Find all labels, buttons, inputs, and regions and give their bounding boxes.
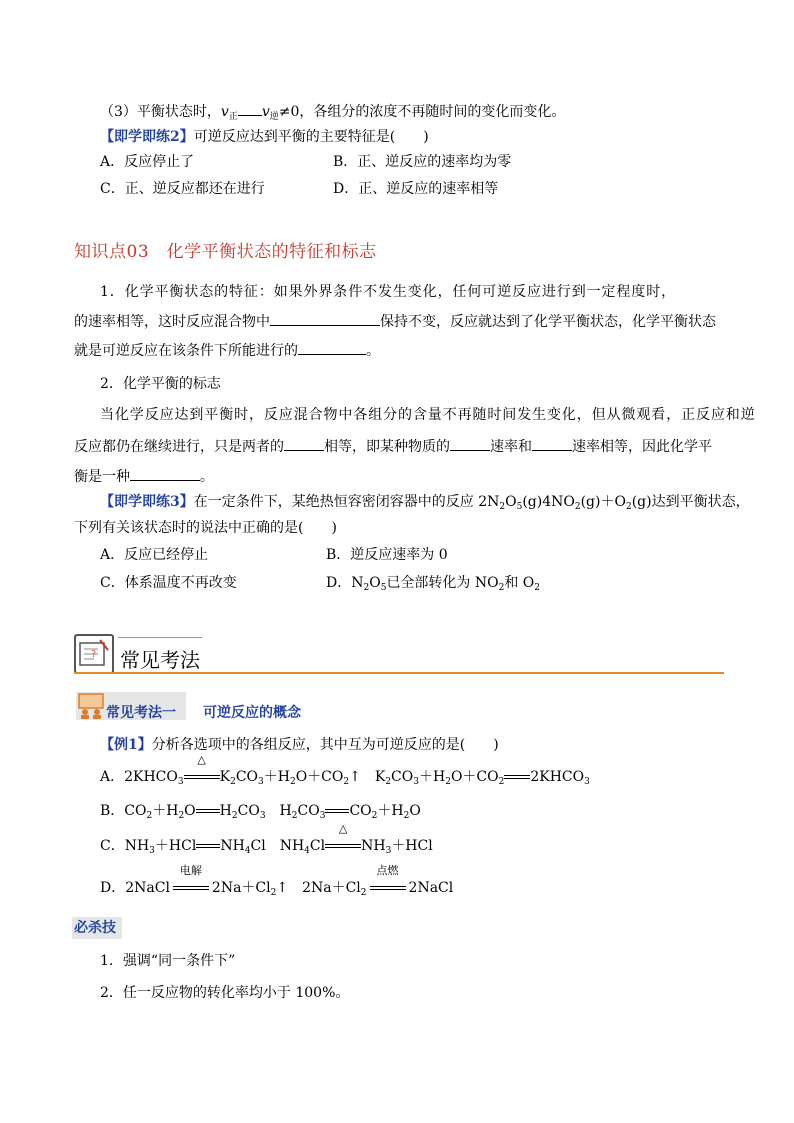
text: (g)达到平衡状态， xyxy=(631,494,750,510)
example1-option-c xyxy=(100,822,433,861)
kp03-p2-line3 xyxy=(74,466,214,487)
knowledge-point-heading: 知识点03 化学平衡状态的特征和标志 xyxy=(74,242,377,262)
practice2-option-b: B．正、逆反应的速率均为零 xyxy=(333,154,512,170)
text: 衡是一种 xyxy=(74,469,130,485)
practice2-option-c: C．正、逆反应都还在进行 xyxy=(100,181,265,197)
text: O xyxy=(184,803,196,819)
text: ＋H xyxy=(263,769,290,785)
sub: 3 xyxy=(177,777,184,787)
sub: 5 xyxy=(516,502,523,512)
reaction-arrow-electrolysis xyxy=(173,864,209,898)
text: ↑ 2Na＋Cl xyxy=(276,880,361,896)
svg-text:?: ? xyxy=(91,649,97,660)
text: 2Na＋Cl xyxy=(211,880,271,896)
text: 2NaCl xyxy=(408,880,454,896)
sub: 2 xyxy=(230,777,236,787)
sub: 5 xyxy=(380,583,387,593)
reaction-equals xyxy=(196,801,220,821)
arrow-label: △ xyxy=(197,753,206,766)
reaction-equals xyxy=(504,767,530,787)
sub: 4 xyxy=(304,846,310,856)
reaction-arrow-ignition xyxy=(370,864,406,898)
sub: 3 xyxy=(584,777,590,787)
sub: 2 xyxy=(371,811,378,821)
example1-option-d xyxy=(100,864,454,903)
sub: 2 xyxy=(498,777,505,787)
example1-question xyxy=(100,735,499,755)
sub: 3 xyxy=(149,846,155,856)
method-title: 可逆反应的概念 xyxy=(203,705,301,721)
sub: 3 xyxy=(259,811,266,821)
skill-item-1: 1．强调“同一条件下” xyxy=(100,953,236,969)
skill-item-2: 2．任一反应物的转化率均小于 100%。 xyxy=(100,985,350,1001)
practice2-option-a: A．反应停止了 xyxy=(100,154,195,170)
text: Cl NH xyxy=(250,838,305,854)
sub: 2 xyxy=(289,777,296,787)
text: K xyxy=(219,769,231,785)
v-forward: v xyxy=(220,104,229,120)
practice3-option-d xyxy=(326,573,540,598)
blank-consumption xyxy=(532,436,572,451)
practice3-question-line1 xyxy=(100,492,750,517)
arrow-label: △ xyxy=(338,822,348,835)
text: O＋CO xyxy=(450,769,499,785)
reaction-arrow-heat xyxy=(184,753,220,787)
text: 2KHCO xyxy=(530,769,585,785)
practice2-question xyxy=(100,127,429,147)
sub: 2 xyxy=(363,583,370,593)
sub: 3 xyxy=(385,846,392,856)
sub: 2 xyxy=(498,583,505,593)
kp03-p1-line2 xyxy=(74,311,716,332)
practice3-tag: 【即学即练3】 xyxy=(100,494,194,510)
arrow-bars xyxy=(325,844,361,848)
sub: 2 xyxy=(574,502,581,512)
arrow-label: 点燃 xyxy=(376,864,399,877)
sub: 2 xyxy=(343,777,350,787)
text: A．2KHCO xyxy=(100,769,178,785)
text: CO xyxy=(297,803,320,819)
arrow-bars xyxy=(504,775,530,779)
text: CO xyxy=(391,769,414,785)
example1-tag: 【例1】 xyxy=(100,737,152,753)
sub: 2 xyxy=(403,811,410,821)
sub: 2 xyxy=(445,777,451,787)
arrow-bars xyxy=(196,809,220,813)
blank-dynamic xyxy=(130,466,200,481)
blank-1 xyxy=(238,101,262,116)
practice3-option-b: B．逆反应速率为 0 xyxy=(326,547,448,563)
text: O xyxy=(369,575,381,591)
sub: 2 xyxy=(178,811,185,821)
text: 速率和 xyxy=(490,439,532,455)
section-title: 常见考法 xyxy=(120,648,200,672)
reaction-equals xyxy=(325,801,349,821)
kp03-p1-line1: 1．化学平衡状态的特征：如果外界条件不发生变化，任何可逆反应进行到一定程度时， xyxy=(100,284,677,300)
equilibrium-condition-line xyxy=(100,101,565,127)
sub: 2 xyxy=(146,811,153,821)
kp03-p2-title: 2．化学平衡的标志 xyxy=(100,376,221,392)
sub: 2 xyxy=(385,777,392,787)
notebook-icon-svg xyxy=(76,636,112,672)
sub: 3 xyxy=(319,811,326,821)
text: O＋CO xyxy=(295,769,344,785)
people-icon-svg xyxy=(78,693,104,719)
arrow-label: 电解 xyxy=(179,864,202,877)
header-rule-thin xyxy=(118,637,202,638)
text: B．CO xyxy=(100,803,147,819)
text: CO xyxy=(349,803,372,819)
text: 。 xyxy=(200,469,214,485)
text: NH xyxy=(361,838,386,854)
text: 在一定条件下，某绝热恒容密闭容器中的反应 2N xyxy=(193,494,500,510)
text: 速率相等，因此化学平 xyxy=(572,439,712,455)
sub: 3 xyxy=(413,777,419,787)
sub: 2 xyxy=(231,811,238,821)
reaction-arrow-heat xyxy=(325,822,361,856)
sub: 2 xyxy=(499,502,506,512)
sub: 2 xyxy=(534,583,541,593)
text: ＋HCl xyxy=(154,838,197,854)
text: O xyxy=(409,803,421,819)
text: 就是可逆反应在该条件下所能进行的 xyxy=(74,343,298,359)
example1-option-b xyxy=(100,801,421,826)
text: H xyxy=(265,803,292,819)
arrow-bars xyxy=(196,844,220,848)
text: Cl xyxy=(309,838,326,854)
q3-text: （3）平衡状态时， xyxy=(100,104,221,120)
text: ＋H xyxy=(377,803,404,819)
arrow-bars xyxy=(325,809,349,813)
text: NH xyxy=(220,838,245,854)
text: 已全部转化为 NO xyxy=(386,575,499,591)
notebook-icon xyxy=(74,634,114,674)
text: 相等，即某种物质的 xyxy=(324,439,450,455)
text: ＋H xyxy=(152,803,179,819)
text: (g)4NO xyxy=(522,494,575,510)
kp03-p2-line2 xyxy=(74,436,712,457)
kp03-p2-line1: 当化学反应达到平衡时，反应混合物中各组分的含量不再随时间发生变化，但从微观看，正反应和逆 xyxy=(100,407,756,423)
text: ↑ K xyxy=(349,769,386,785)
text: 的速率相等，这时反应混合物中 xyxy=(74,314,270,330)
practice3-option-c: C．体系温度不再改变 xyxy=(100,575,237,591)
method-tag-label: 常见考法一 xyxy=(106,705,176,721)
text: CO xyxy=(235,769,259,785)
practice3-question-line2: 下列有关该状态时的说法中正确的是( ) xyxy=(74,520,337,536)
practice2-tag: 【即学即练2】 xyxy=(100,129,194,145)
text: 保持不变，反应就达到了化学平衡状态，化学平衡状态 xyxy=(380,314,716,330)
reaction-equals xyxy=(196,836,220,856)
text: 反应都仍在继续进行，只是两者的 xyxy=(74,439,284,455)
text: D．N xyxy=(326,575,364,591)
text: H xyxy=(219,803,232,819)
text: ＋HCl xyxy=(391,838,433,854)
blank-rate xyxy=(284,436,324,451)
blank-limit xyxy=(298,340,366,355)
arrow-bars xyxy=(173,886,209,890)
text: C．NH xyxy=(100,838,150,854)
example1-option-a xyxy=(100,753,590,792)
blank-formation xyxy=(450,436,490,451)
sub: 3 xyxy=(258,777,264,787)
people-icon xyxy=(78,693,104,719)
text: CO xyxy=(237,803,260,819)
v-reverse-sub: 逆 xyxy=(269,112,279,122)
skill-title: 必杀技 xyxy=(74,920,116,936)
v-forward-sub: 正 xyxy=(228,112,238,122)
text: 。 xyxy=(366,343,380,359)
practice2-text: 可逆反应达到平衡的主要特征是( ) xyxy=(193,129,429,145)
q3-tail: ≠0，各组分的浓度不再随时间的变化而变化。 xyxy=(278,104,566,120)
sub: 2 xyxy=(291,811,298,821)
arrow-bars xyxy=(370,886,406,890)
practice3-option-a: A．反应已经停止 xyxy=(100,547,209,563)
sub: 2 xyxy=(360,888,367,898)
blank-composition xyxy=(270,311,380,326)
arrow-bars xyxy=(184,775,220,779)
practice2-option-d: D．正、逆反应的速率相等 xyxy=(333,181,499,197)
text: O xyxy=(505,494,517,510)
sub: 2 xyxy=(270,888,277,898)
text: ＋H xyxy=(418,769,446,785)
section-divider xyxy=(74,672,724,674)
text: 分析各选项中的各组反应，其中互为可逆反应的是( ) xyxy=(151,737,499,753)
v-reverse: v xyxy=(261,104,270,120)
text: (g)＋O xyxy=(580,494,626,510)
sub: 2 xyxy=(625,502,632,512)
text: 和 O xyxy=(504,575,535,591)
text: D．2NaCl xyxy=(100,880,170,896)
kp03-p1-line3 xyxy=(74,340,380,361)
sub: 4 xyxy=(244,846,251,856)
